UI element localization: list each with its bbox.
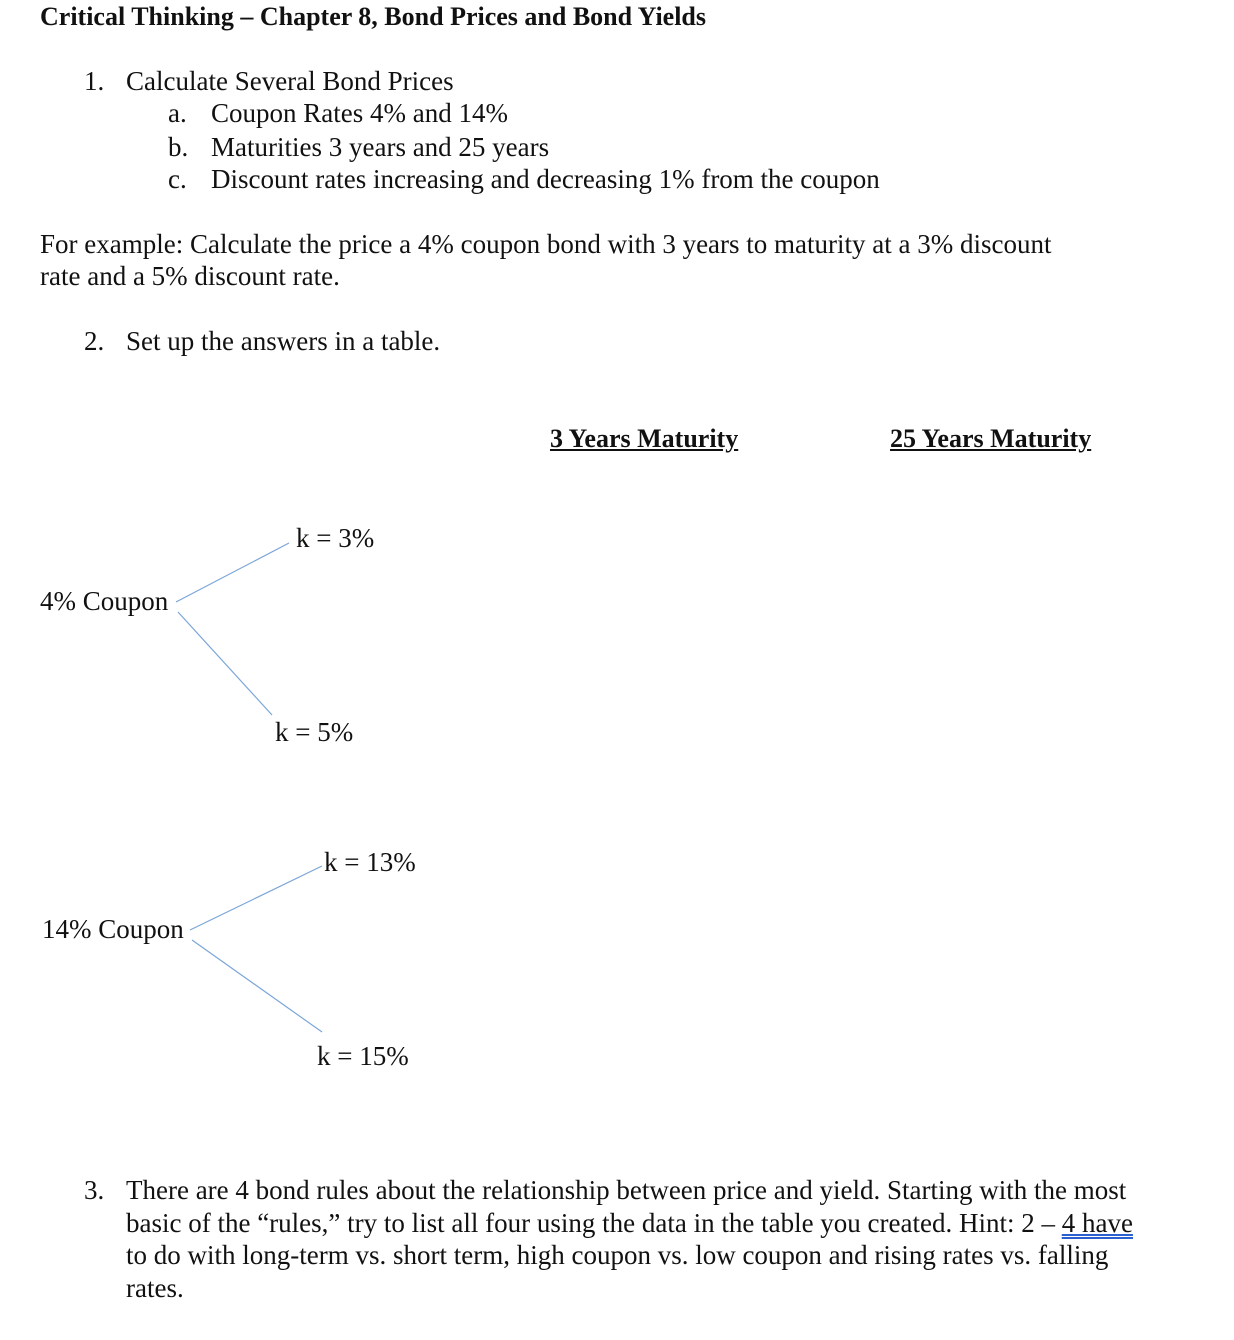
item-1-text: Calculate Several Bond Prices — [126, 66, 454, 96]
item-3-text-part-1: There are 4 bond rules about the relationship between price and yield. Starting with the most basic of the “rules,” try to list all four using the data in the table you created. Hint: 2 – — [126, 1175, 1127, 1238]
subitem-a-marker: a. — [168, 98, 187, 128]
subitem-a-text: Coupon Rates 4% and 14% — [211, 98, 508, 128]
subitem-b-text: Maturities 3 years and 25 years — [211, 132, 550, 162]
subitem-b-marker: b. — [168, 132, 189, 162]
header-3-years-maturity: 3 Years Maturity — [550, 424, 739, 453]
label-k-15pct: k = 15% — [317, 1041, 409, 1071]
item-3-paragraph — [126, 1174, 1156, 1304]
item-3-number: 3. — [84, 1175, 105, 1205]
subitem-c-text: Discount rates increasing and decreasing 1% from the coupon — [211, 164, 880, 194]
line-14pct-to-k15 — [192, 940, 322, 1032]
line-4pct-to-k5 — [178, 612, 272, 715]
label-4pct-coupon: 4% Coupon — [40, 586, 169, 616]
document-title: Critical Thinking – Chapter 8, Bond Prices and Bond Yields — [40, 2, 707, 31]
label-14pct-coupon: 14% Coupon — [42, 914, 184, 944]
item-1-number: 1. — [84, 66, 105, 96]
example-line-1: For example: Calculate the price a 4% coupon bond with 3 years to maturity at a 3% discount — [40, 229, 1052, 259]
header-25-years-maturity: 25 Years Maturity — [890, 424, 1092, 453]
line-14pct-to-k13 — [190, 866, 322, 930]
example-line-2: rate and a 5% discount rate. — [40, 261, 340, 291]
subitem-c-marker: c. — [168, 164, 187, 194]
item-2-number: 2. — [84, 326, 105, 356]
item-3-text-part-2: to do with long-term vs. short term, high coupon vs. low coupon and rising rates vs. falling rates. — [126, 1240, 1109, 1303]
label-k-13pct: k = 13% — [324, 847, 416, 877]
line-4pct-to-k3 — [176, 543, 289, 602]
item-2-text: Set up the answers in a table. — [126, 326, 441, 356]
grammar-flagged-text: 4 have — [1061, 1207, 1133, 1238]
label-k-5pct: k = 5% — [275, 717, 354, 747]
label-k-3pct: k = 3% — [296, 523, 375, 553]
